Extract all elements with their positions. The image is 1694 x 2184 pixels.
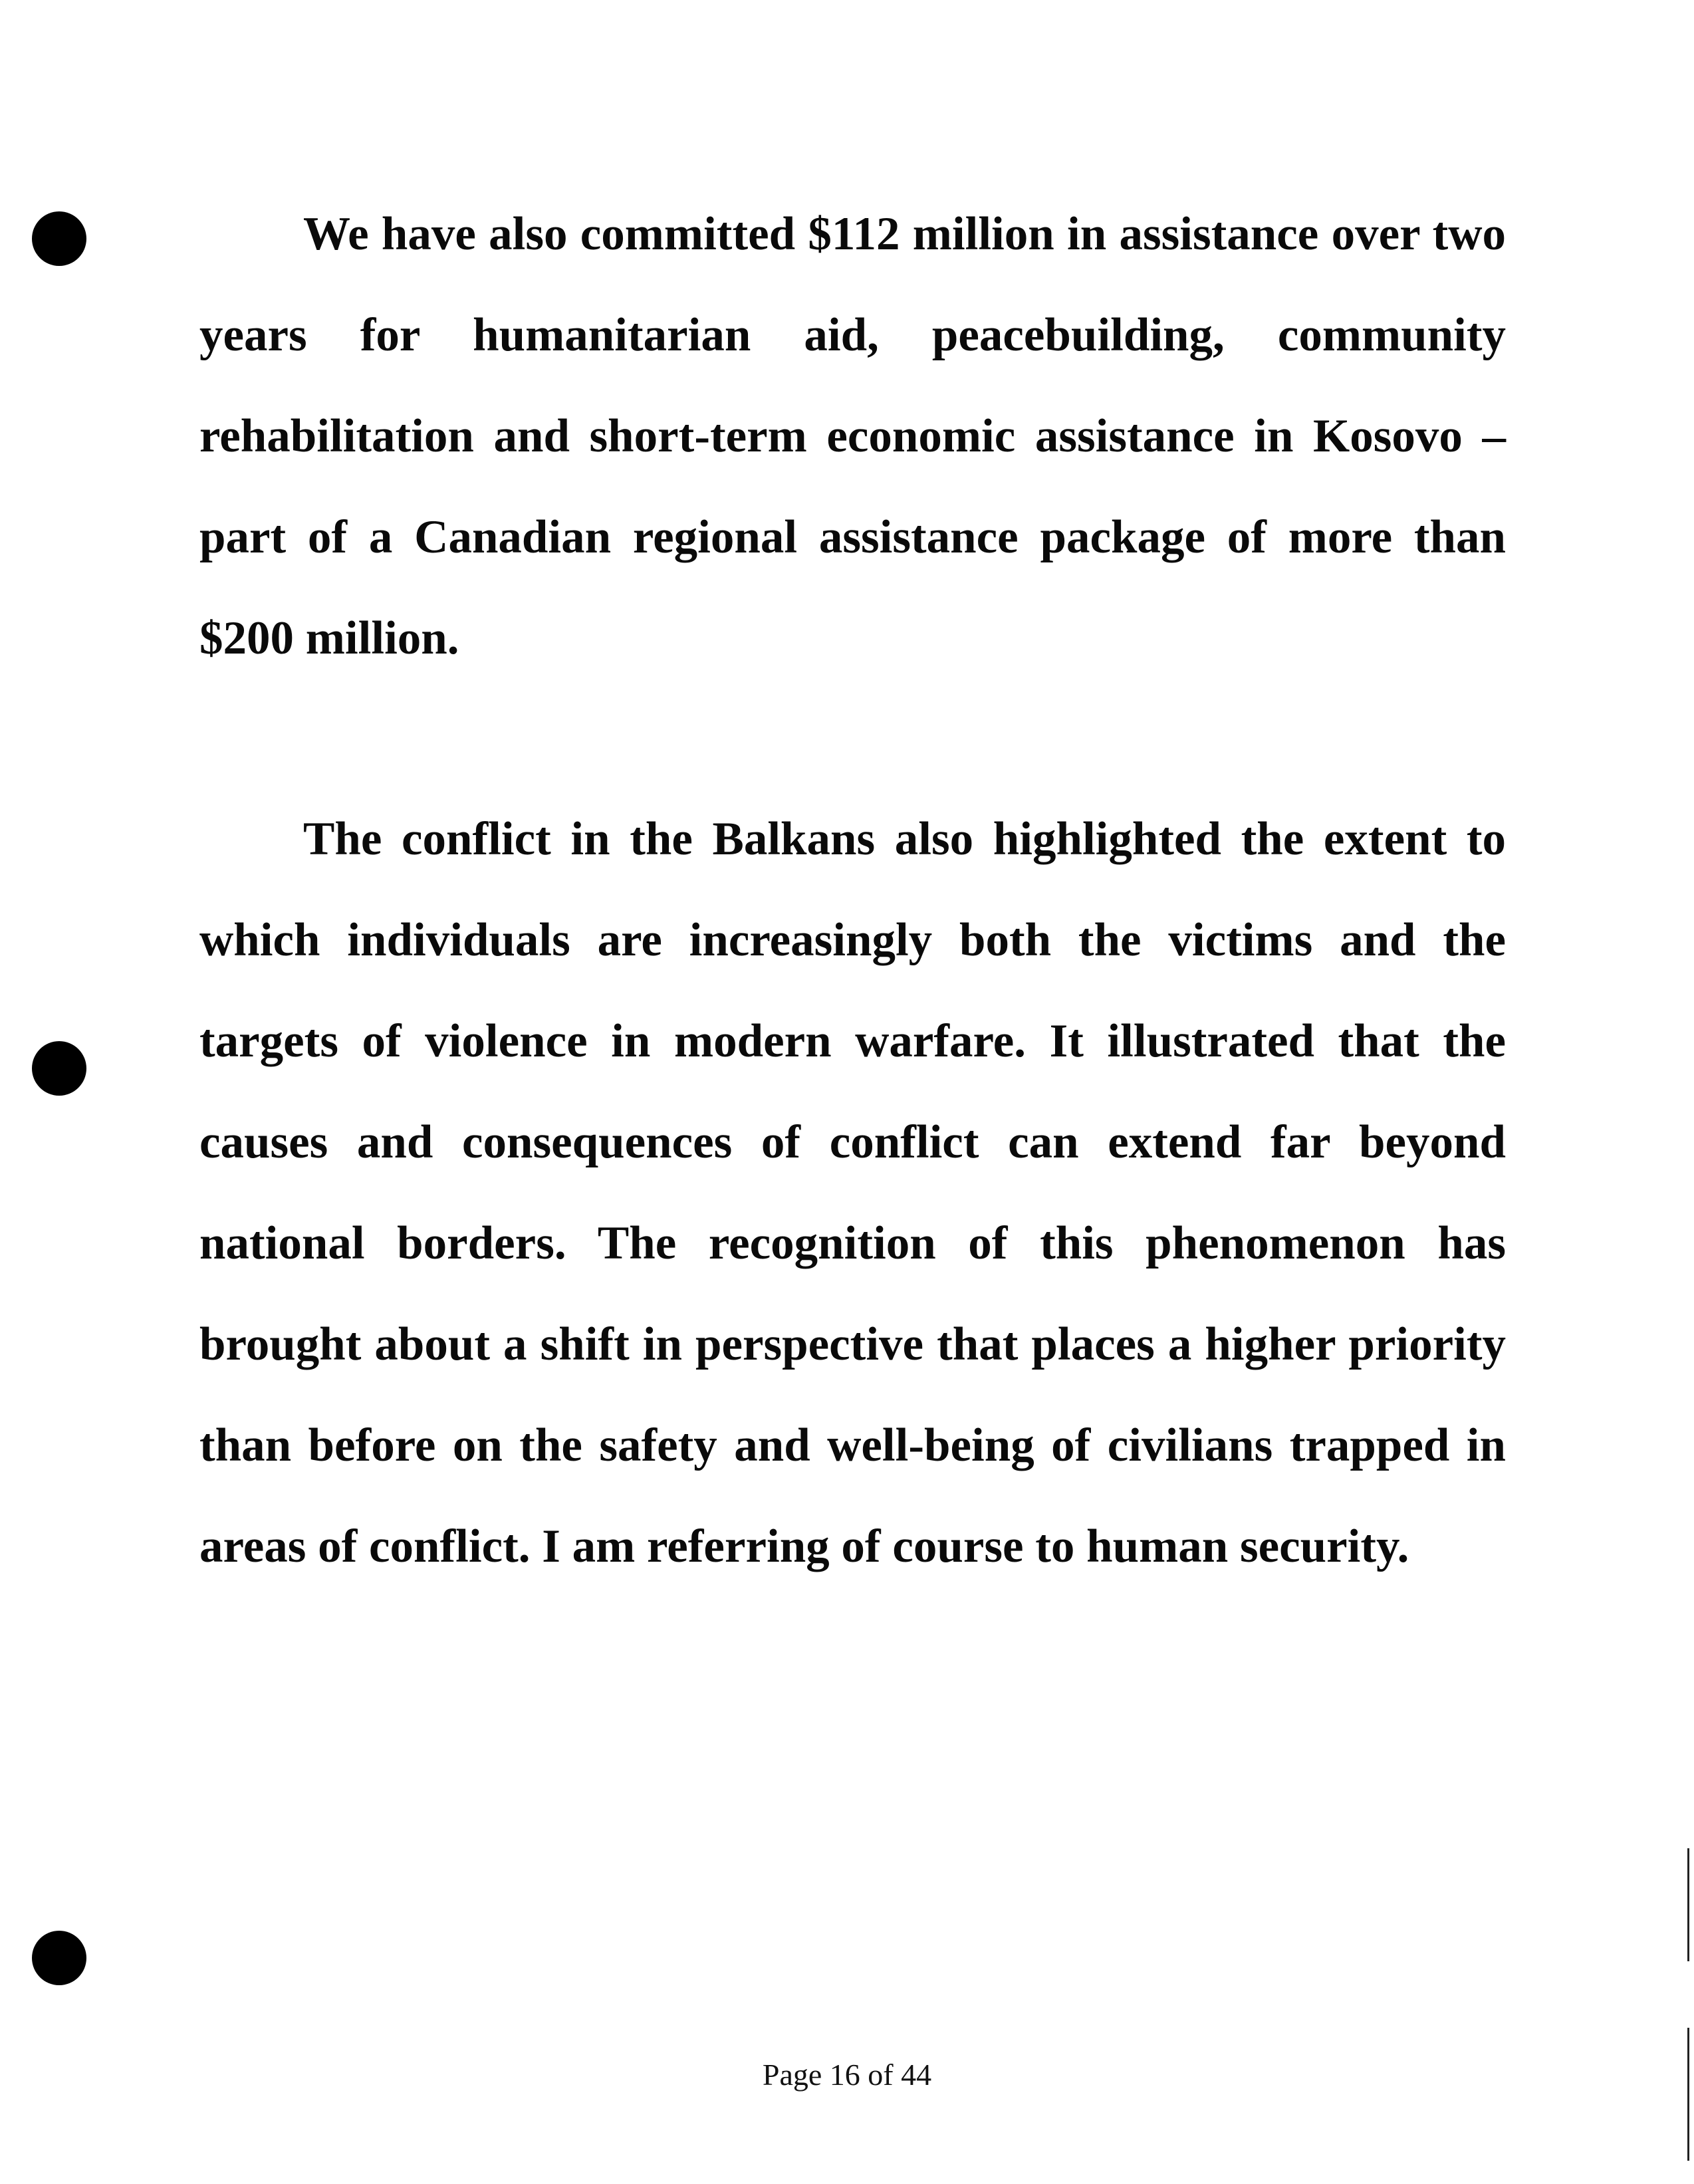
punch-hole-top [32, 211, 86, 266]
paragraph-human-security: The conflict in the Balkans also highlighted the extent to which individuals are increasingly both the victims and the targets of violence in modern warfare. It illustrated that the causes and consequences of conflict can extend far beyond national borders. The recognition of this phenomenon has brought about a shift in perspective that places a higher priority than before on the safety and well-being of civilians trapped in areas of conflict. I am referring of course to human security. [199, 813, 1506, 1572]
punch-hole-bottom [32, 1931, 86, 1985]
paragraph-assistance: We have also committed $112 million in assistance over two years for humanitarian aid, peacebuilding, community rehabilitation and short-term economic assistance in Kosovo – part of a Canadian regional assistance package of more than $200 million. [199, 208, 1506, 664]
punch-hole-middle [32, 1041, 86, 1096]
scan-edge-mark [1687, 2028, 1689, 2161]
scan-edge-mark [1687, 1848, 1689, 1961]
page-number-footer: Page 16 of 44 [762, 2058, 932, 2092]
